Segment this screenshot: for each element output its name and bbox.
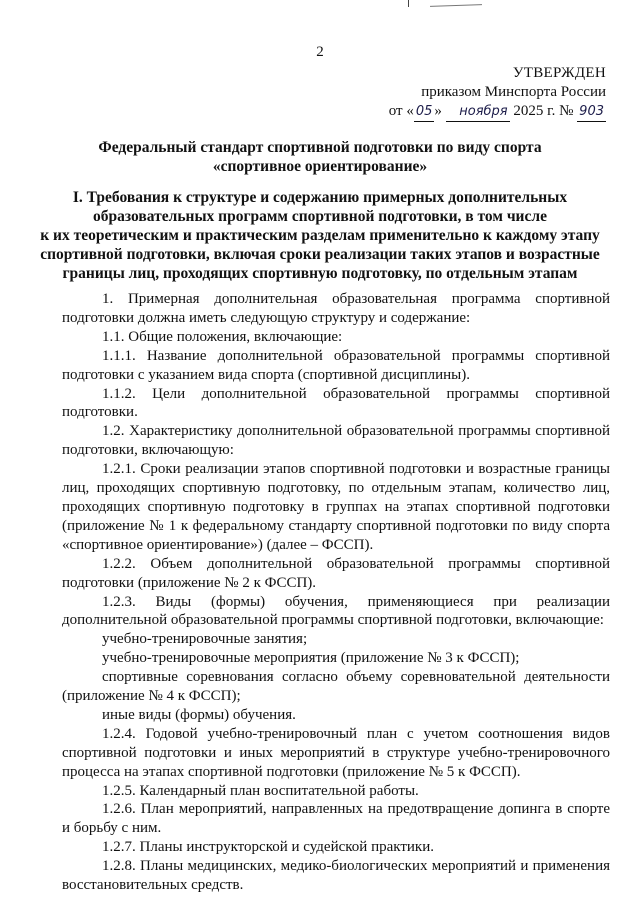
paragraph: 1.1.1. Название дополнительной образовательной программы спортивной подготовки с указанием вида спорта (спортивной дисциплины).	[62, 347, 610, 383]
paragraph: 1.2.3. Виды (формы) обучения, применяющиеся при реализации дополнительной образовательной программы спортивной подготовки, включающие:	[62, 593, 610, 629]
title-line: Федеральный стандарт спортивной подготовки по виду спорта	[98, 139, 542, 156]
title-line: «спортивное ориентирование»	[212, 158, 428, 175]
paragraph: 1.1. Общие положения, включающие:	[102, 328, 343, 345]
paragraph: 1.2.4. Годовой учебно-тренировочный план с учетом соотношения видов спортивной подготовки и иных мероприятий в структуре учебно-тренировочного процесса на этапах спортивной подготовки (приложение № 5 к ФССП).	[62, 725, 610, 780]
document-body	[62, 290, 610, 895]
paragraph: 1.2. Характеристику дополнительной образовательной программы спортивной подготовки, включающую:	[62, 423, 610, 459]
section-heading-line: к их теоретическим и практическим разделам применительно к каждому этапу	[40, 227, 600, 244]
section-heading	[40, 188, 600, 283]
section-heading-line: границы лиц, проходящих спортивную подготовку, по отдельным этапам	[62, 265, 578, 282]
paragraph: учебно-тренировочные мероприятия (приложение № 3 к ФССП);	[102, 650, 520, 667]
paragraph: 1.2.6. План мероприятий, направленных на предотвращение допинга в спорте и борьбу с ним.	[62, 801, 610, 837]
paragraph: 1. Примерная дополнительная образовательная программа спортивной подготовки должна иметь следующую структуру и содержание:	[62, 291, 610, 326]
paragraph: 1.1.2. Цели дополнительной образовательной программы спортивной подготовки.	[62, 385, 610, 421]
document-title	[40, 138, 600, 176]
paragraph: 1.2.8. Планы медицинских, медико-биологических мероприятий и применения восстановительных средств.	[62, 858, 610, 894]
scan-artifact	[0, 0, 640, 10]
handwritten-month: ноября	[446, 102, 510, 122]
paragraph: учебно-тренировочные занятия;	[102, 631, 308, 648]
approval-block	[346, 64, 606, 122]
scan-mark	[408, 0, 409, 7]
date-prefix: от «	[388, 103, 414, 119]
paragraph: 1.2.2. Объем дополнительной образовательной программы спортивной подготовки (приложение № 2 к ФССП).	[62, 555, 610, 591]
date-mid: »	[434, 103, 442, 119]
section-heading-line: образовательных программ спортивной подготовки, в том числе	[93, 208, 547, 225]
section-heading-line: I. Требования к структуре и содержанию примерных дополнительных	[72, 189, 568, 206]
date-year-number: 2025 г. №	[513, 103, 574, 119]
handwritten-number: 903	[577, 102, 606, 122]
paragraph: 1.2.1. Сроки реализации этапов спортивной подготовки и возрастные границы лиц, проходящих спортивную подготовку, по отдельным этапам, количество лиц, проходящих спортивную подготовку в группах на этапах спортивной подготовки (приложение № 1 к федеральному стандарту спортивной подготовки по виду спорта «спортивное ориентирование») (далее – ФССП).	[62, 461, 610, 553]
handwritten-day: 05	[414, 102, 435, 122]
approval-date	[346, 102, 606, 122]
section-heading-line: спортивной подготовки, включая сроки реализации таких этапов и возрастные	[40, 246, 600, 263]
page-number: 2	[316, 44, 324, 60]
paragraph: 1.2.7. Планы инструкторской и судейской практики.	[102, 839, 434, 856]
paragraph: иные виды (формы) обучения.	[102, 706, 296, 723]
paragraph: 1.2.5. Календарный план воспитательной работы.	[102, 782, 419, 799]
paragraph: спортивные соревнования согласно объему соревновательной деятельности (приложение № 4 к ФССП);	[62, 669, 610, 705]
scan-mark	[430, 4, 482, 7]
approval-heading: УТВЕРЖДЕН	[512, 65, 606, 81]
approval-order: приказом Минспорта России	[421, 84, 606, 100]
